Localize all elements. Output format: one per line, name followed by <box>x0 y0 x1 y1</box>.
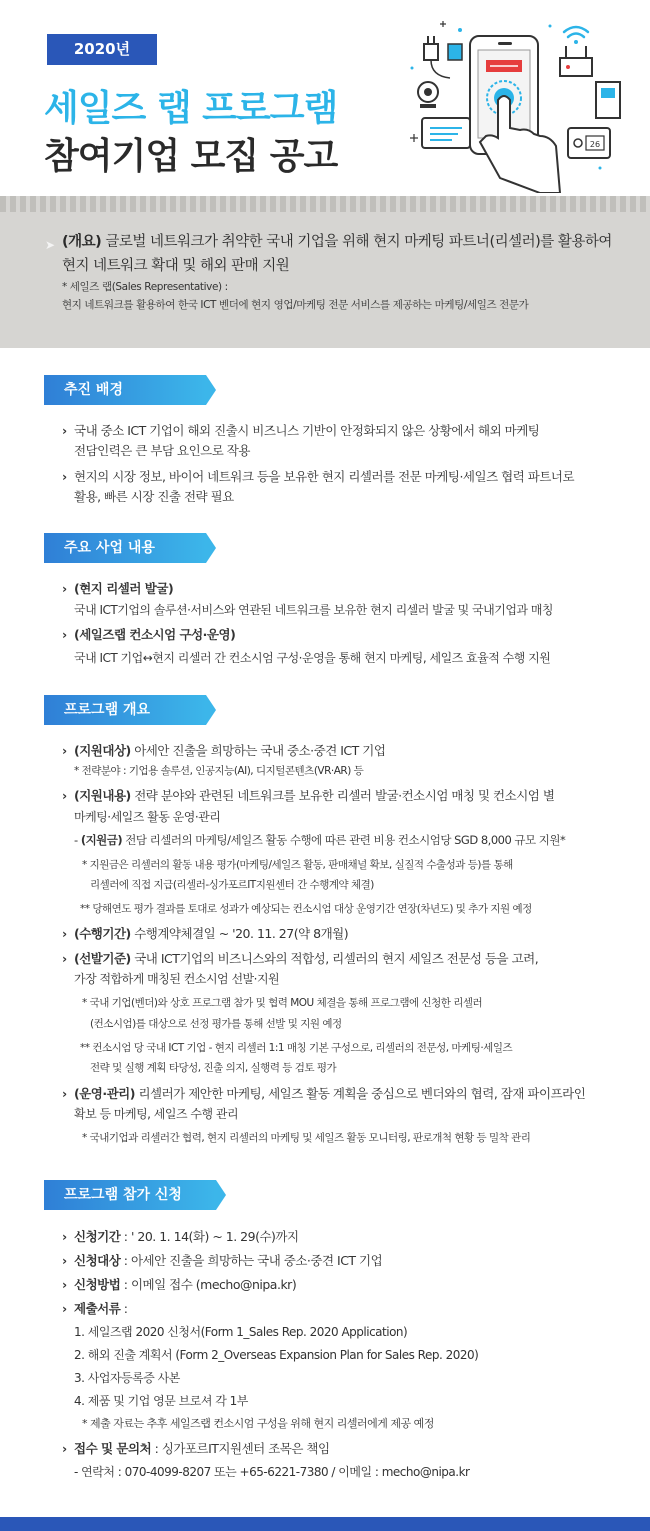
chevron-right-icon: › <box>62 469 67 484</box>
chevron-right-icon: › <box>62 627 67 642</box>
chevron-right-icon: › <box>62 423 67 438</box>
apply-method: › 신청방법 : 이메일 접수 (mecho@nipa.kr) <box>62 1274 296 1295</box>
section-header-overview: 프로그램 개요 <box>44 695 206 725</box>
overview-ops-note: * 국내기업과 리셀러간 협력, 현지 리셀러의 마케팅 및 세일즈 활동 모니터링, 판로개척 현황 등 밀착 관리 <box>82 1132 531 1144</box>
apply-contact-detail: - 연락처 : 070-4099-8207 또는 +65-6221-7380 / 이메일 : mecho@nipa.kr <box>74 1465 470 1479</box>
overview-select-note3: ** 컨소시엄 당 국내 ICT 기업 - 현지 리셀러 1:1 매칭 기본 구성으로, 리셀러의 전문성, 마케팅·세일즈 <box>80 1042 513 1054</box>
apply-docs-note: * 제출 자료는 추후 세일즈랩 컨소시엄 구성을 위해 현지 리셀러에게 제공 예정 <box>82 1417 434 1430</box>
overview-ops-line2: 확보 등 마케팅, 세일즈 수행 관리 <box>74 1107 239 1121</box>
overview-select-note1: * 국내 기업(벤더)와 상호 프로그램 참가 및 협력 MOU 체결을 통해 프로그램에 신청한 리셀러 <box>82 997 483 1009</box>
business-item-1-desc: 국내 ICT기업의 솔루션·서비스와 연관된 네트워크를 보유한 현지 리셀러 발굴 및 국내기업과 매칭 <box>74 603 554 617</box>
overview-fund: - (지원금) 전담 리셀러의 마케팅/세일즈 활동 수행에 따른 관련 비용 컨소시엄당 SGD 8,000 규모 지원* <box>74 833 566 847</box>
overview-target: › (지원대상) 아세안 진출을 희망하는 국내 중소·중견 ICT 기업 <box>62 740 385 761</box>
title-line2: 참여기업 모집 공고 <box>44 136 338 177</box>
business-item-1-head: › (현지 리셀러 발굴) <box>62 578 173 599</box>
overview-fund-note2: 리셀러에 직접 지급(리셀러-싱가포르IT지원센터 간 수행계약 체결) <box>90 879 374 891</box>
chevron-right-icon: › <box>62 1229 67 1244</box>
chevron-right-icon: › <box>62 951 67 966</box>
apply-docs: › 제출서류 : <box>62 1298 128 1319</box>
overview-select: › (선발기준) 국내 ICT기업의 비즈니스와의 적합성, 리셀러의 현지 세일즈 전문성 등을 고려, <box>62 948 538 969</box>
overview-select-line2: 가장 적합하게 매칭된 컨소시엄 선발·지원 <box>74 972 280 986</box>
summary-main-text1: 글로벌 네트워크가 취약한 국내 기업을 위해 현지 마케팅 파트너(리셀러)를 활용하여 <box>101 234 612 250</box>
thermostat-icon <box>568 128 610 158</box>
overview-ops: › (운영·관리) 리셀러가 제안한 마케팅, 세일즈 활동 계획을 중심으로 벤더와의 협력, 잠재 파이프라인 <box>62 1083 585 1104</box>
camera-icon <box>418 82 438 108</box>
apply-doc-2: 2. 해외 진출 계획서 (Form 2_Overseas Expansion Plan for Sales Rep. 2020) <box>74 1348 479 1362</box>
plug-icon <box>424 36 462 78</box>
apply-doc-3: 3. 사업자등록증 사본 <box>74 1371 180 1385</box>
business-item-2-desc: 국내 ICT 기업↔현지 리셀러 간 컨소시엄 구성·운영을 통해 현지 마케팅, 세일즈 효율적 수행 지원 <box>74 651 551 665</box>
router-icon <box>560 46 592 76</box>
apply-period: › 신청기간 : ' 20. 1. 14(화) ~ 1. 29(수)까지 <box>62 1226 299 1247</box>
apply-target: › 신청대상 : 아세안 진출을 희망하는 국내 중소·중견 ICT 기업 <box>62 1250 382 1271</box>
chat-icon <box>422 118 470 148</box>
section-header-background: 추진 배경 <box>44 375 206 405</box>
summary-note2: 현지 네트워크를 활용하여 한국 ICT 벤더에 현지 영업/마케팅 전문 서비스를 제공하는 마케팅/세일즈 전문가 <box>62 299 529 311</box>
summary-note <box>62 278 622 314</box>
thermostat-value: 26 <box>589 140 601 149</box>
background-item-1-line2: 전담인력은 큰 부담 요인으로 작용 <box>74 443 250 458</box>
overview-content: › (지원내용) 전략 분야와 관련된 네트워크를 보유한 리셀러 발굴·컨소시엄 매칭 및 컨소시엄 별 <box>62 785 554 806</box>
summary-arrow-icon: ➤ <box>45 238 56 252</box>
chevron-right-icon: › <box>62 581 67 596</box>
business-item-2-head: › (세일즈랩 컨소시엄 구성·운영) <box>62 624 235 645</box>
background-item-1: › 국내 중소 ICT 기업이 해외 진출시 비즈니스 기반이 안정화되지 않은 상황에서 해외 마케팅 <box>62 420 539 441</box>
overview-select-note2: (컨소시엄)를 대상으로 선정 평가를 통해 선발 및 지원 예정 <box>90 1018 342 1030</box>
summary-main-bold: (개요) <box>62 234 102 250</box>
overview-select-note4: 전략 및 실행 계획 타당성, 진출 의지, 실행력 등 검토 평가 <box>90 1062 337 1074</box>
summary-main <box>62 230 622 278</box>
overview-fund-note3: ** 당해연도 평가 결과를 토대로 성과가 예상되는 컨소시엄 대상 운영기간 연장(차년도) 및 추가 지원 예정 <box>80 903 532 915</box>
chevron-right-icon: › <box>62 926 67 941</box>
overview-period: › (수행기간) 수행계약체결일 ~ '20. 11. 27(약 8개월) <box>62 923 348 944</box>
background-item-2-line2: 활용, 빠른 시장 진출 전략 필요 <box>74 489 234 504</box>
overview-content-line2: 마케팅·세일즈 활동 운영·관리 <box>74 810 221 824</box>
summary-main-text2: 현지 네트워크 확대 및 해외 판매 지원 <box>62 258 290 274</box>
summary-dash-border <box>0 196 650 212</box>
chevron-right-icon: › <box>62 1441 67 1456</box>
section-header-business: 주요 사업 내용 <box>44 533 206 563</box>
switch-icon <box>596 82 620 118</box>
iot-illustration <box>400 18 625 193</box>
chevron-right-icon: › <box>62 788 67 803</box>
year-badge: 2020년 <box>47 34 157 65</box>
header <box>0 0 650 195</box>
apply-contact: › 접수 및 문의처 : 싱가포르IT지원센터 조목은 책임 <box>62 1438 330 1459</box>
apply-doc-4: 4. 제품 및 기업 영문 브로셔 각 1부 <box>74 1394 248 1408</box>
chevron-right-icon: › <box>62 743 67 758</box>
summary-note1: * 세일즈 랩(Sales Representative) : <box>62 281 228 293</box>
chevron-right-icon: › <box>62 1277 67 1292</box>
apply-doc-1: 1. 세일즈랩 2020 신청서(Form 1_Sales Rep. 2020 Application) <box>74 1325 408 1339</box>
chevron-right-icon: › <box>62 1086 67 1101</box>
section-header-apply: 프로그램 참가 신청 <box>44 1180 216 1210</box>
wifi-icon <box>564 27 588 44</box>
overview-target-note: * 전략분야 : 기업용 솔루션, 인공지능(AI), 디지털콘텐츠(VR·AR) 등 <box>74 765 364 777</box>
chevron-right-icon: › <box>62 1253 67 1268</box>
overview-fund-note1: * 지원금은 리셀러의 활동 내용 평가(마케팅/세일즈 활동, 판매채널 확보, 실질적 수출성과 등)를 통해 <box>82 859 513 871</box>
footer-bar <box>0 1517 650 1531</box>
title-line1: 세일즈 랩 프로그램 <box>44 88 338 129</box>
chevron-right-icon: › <box>62 1301 67 1316</box>
background-item-2: › 현지의 시장 정보, 바이어 네트워크 등을 보유한 현지 리셀러를 전문 마케팅·세일즈 협력 파트너로 <box>62 466 574 487</box>
